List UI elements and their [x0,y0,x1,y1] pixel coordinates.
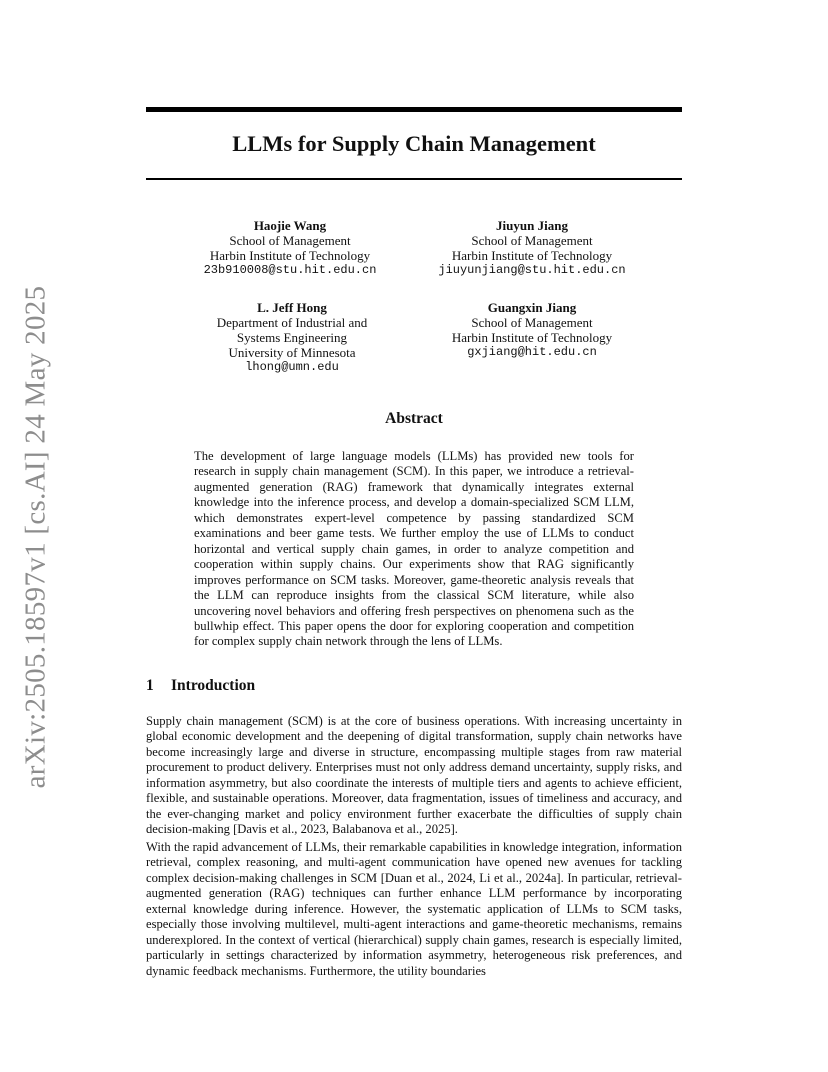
author-affiliation: Harbin Institute of Technology [451,248,613,263]
author-affiliation: School of Management [229,233,351,248]
author-name: Guangxin Jiang [487,300,577,315]
author-affiliation: School of Management [471,315,593,330]
body-paragraph: Supply chain management (SCM) is at the core of business operations. With increasing uncertainty in global economic development and the deepening of digital transformation, supply chain networks have become increasingly large and diverse in structure, encompassing multiple stages from raw material procurement to product delivery. Enterprises must not only address demand uncertainty, supply risks, and information asymmetry, but also coordinate the interests of multiple tiers and agents to achieve efficient, flexible, and sustainable operations. Moreover, data fragmentation, issues of timeliness and accuracy, and the ever-changing market and policy environment further exacerbate the difficulties of supply chain decision-making [Davis et al., 2023, Balabanova et al., 2025]. [146,714,682,837]
author-affiliation: Department of Industrial and [216,315,368,330]
title-bottom-rule [146,178,682,180]
paper-title: LLMs for Supply Chain Management [232,131,596,156]
section-title: Introduction [171,677,256,694]
author-email: lhong@umn.edu [245,360,339,374]
author-affiliation: Harbin Institute of Technology [451,330,613,345]
author-block-l-jeff-hong [172,300,412,375]
author-name: Haojie Wang [253,218,327,233]
abstract-text: The development of large language models (LLMs) has provided new tools for research in supply chain management (SCM). In this paper, we introduce a retrieval-augmented generation (RAG) framework that dynamically integrates external knowledge into the inference process, and develop a domain-specialized SCM LLM, which demonstrates expert-level competence by passing standardized SCM examinations and beer game tests. We further employ the use of LLMs to conduct horizontal and vertical supply chain games, in order to analyze competition and cooperation within supply chains. Our experiments show that RAG significantly improves performance on SCM tasks. Moreover, game-theoretic analysis reveals that the LLM can reproduce insights from the classical SCM literature, while also uncovering novel behaviors and offering fresh perspectives on phenomena such as the bullwhip effect. This paper opens the door for exploring cooperation and competition for complex supply chain network through the lens of LLMs. [194,449,634,649]
author-affiliation: School of Management [471,233,593,248]
section-heading [146,677,255,695]
abstract-heading: Abstract [385,410,443,427]
author-name: L. Jeff Hong [257,300,327,315]
author-block-haojie-wang [170,218,410,278]
author-name: Jiuyun Jiang [496,218,568,233]
author-email: jiuyunjiang@stu.hit.edu.cn [438,263,626,277]
author-affiliation: Systems Engineering [236,330,348,345]
arxiv-identifier: arXiv:2505.18597v1 [cs.AI] 24 May 2025 [19,285,52,789]
author-email: gxjiang@hit.edu.cn [467,345,597,359]
author-block-guangxin-jiang [412,300,652,360]
author-affiliation: University of Minnesota [228,345,356,360]
author-affiliation: Harbin Institute of Technology [209,248,371,263]
section-number: 1 [146,677,154,694]
title-top-rule [146,107,682,112]
author-email: 23b910008@stu.hit.edu.cn [203,263,377,277]
body-paragraph: With the rapid advancement of LLMs, their remarkable capabilities in knowledge integration, information retrieval, complex reasoning, and multi-agent communication have opened new avenues for tackling complex decision-making challenges in SCM [Duan et al., 2024, Li et al., 2024a]. In particular, retrieval-augmented generation (RAG) techniques can further enhance LLM performance by incorporating external knowledge during inference. However, the systematic application of LLMs to SCM tasks, especially those involving multilevel, multi-agent interactions and game-theoretic mechanisms, remains underexplored. In the context of vertical (hierarchical) supply chain games, research is especially limited, particularly in settings characterized by information asymmetry, heterogeneous risk preferences, and dynamic feedback mechanisms. Furthermore, the utility boundaries [146,840,682,978]
author-block-jiuyun-jiang [412,218,652,278]
